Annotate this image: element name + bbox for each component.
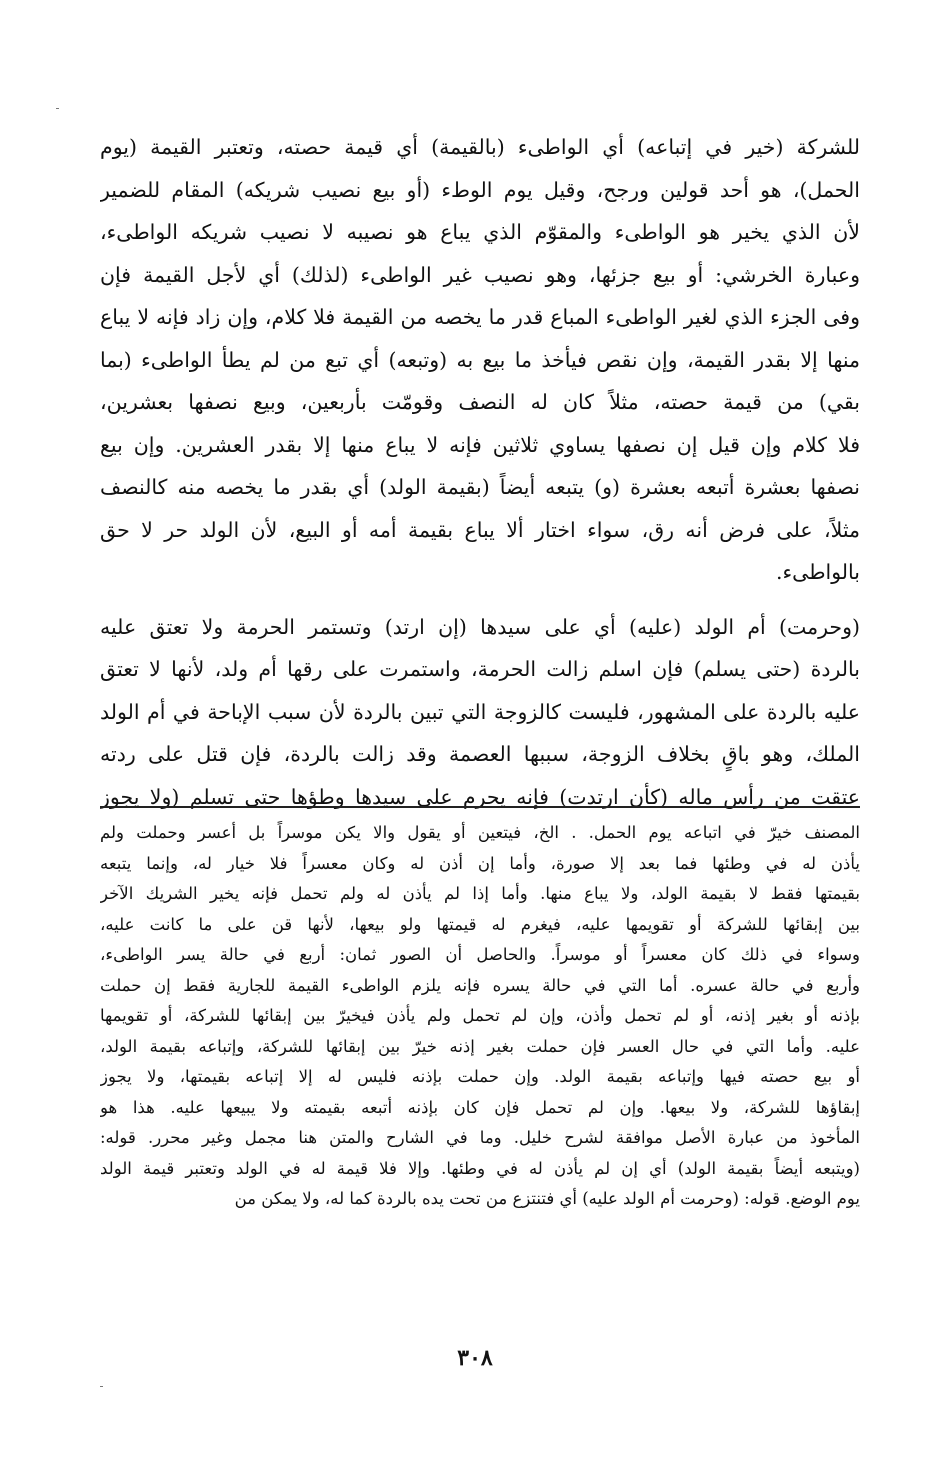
footnote-line: يوم الوضع. قوله: (وحرمت أم الولد عليه) أي فتنتزع من تحت يده بالردة كما له، ولا يمكن من xyxy=(234,1189,860,1208)
footnote-line: وأربع في حالة عسره. أما التي في حالة يسره فإنه يلزم الواطىء القيمة للجارية فقط إن حملت xyxy=(100,975,860,995)
main-line: بالواطىء. xyxy=(775,560,860,584)
page-number: ٣٠٨ xyxy=(457,1345,493,1371)
main-line: وفى الجزء الذي لغير الواطىء المباع قدر ما يخصه من القيمة فلا كلام، وإن زاد فإنه لا يباع xyxy=(100,305,860,329)
main-line: فلا كلام وإن قيل إن نصفها يساوي ثلاثين فإنه لا يباع منها إلا بقدر العشرين. وإن بيع xyxy=(100,432,860,457)
main-line: نصفها بعشرة أتبعه بعشرة (و) يتبعه أيضاً (بقيمة الولد) أي بقدر ما يخصه منه كالنصف xyxy=(100,475,860,499)
footnote-line: يأذن له في وطئها فما بعد إلا صورة، وأما إن أذن له وكان معسراً فلا خيار له، وإنما يتبعه xyxy=(100,853,860,873)
paragraph-gap xyxy=(100,594,860,606)
main-line: بقي) من قيمة حصته، مثلاً كان له النصف وقومّت بأربعين، وبيع نصفها بعشرين، xyxy=(100,390,860,414)
main-line: عتقت من رأس ماله (كأن ارتدت) فإنه يحرم على سيدها وطؤها حتى تسلم (ولا يجوز xyxy=(100,784,860,809)
footnote-divider xyxy=(100,806,860,808)
footnote-line: بقيمتها فقط لا بقيمة الولد، ولا يباع منها. وأما إذا لم يأذن له ولم تحمل فإنه يخير الشريك الآخر xyxy=(100,884,860,903)
main-line: بالردة (حتى يسلم) فإن اسلم زالت الحرمة، واستمرت على رقها أم ولد، لأنها لا تعتق xyxy=(100,657,860,681)
main-line: الحمل)، هو أحد قولين ورجح، وقيل يوم الوطء (أو بيع نصيب شريكه) المقام للضمير xyxy=(100,177,860,202)
footnotes xyxy=(100,818,860,1215)
footnote-line: بإذنه أو بغير إذنه، أو لم تحمل وأذن، وإن لم تحمل ولم يأذن فيخيرّ بين إبقائها للشركة، أو تقويمها xyxy=(100,1006,860,1025)
main-line: منها إلا بقدر القيمة، وإن نقص فيأخذ ما بيع به (وتبعه) أي تبع من لم يطأ الواطىء (بما xyxy=(100,347,860,372)
scan-speck xyxy=(56,108,59,109)
footnote-line: المصنف خيرّ في اتباعه يوم الحمل. . الخ، فيتعين أو يقول والا يكن موسراً بل أعسر وحملت ولم xyxy=(100,823,860,842)
scan-speck xyxy=(100,1386,103,1387)
main-line: عليه بالردة على المشهور، فليست كالزوجة التي تبين بالردة لأن سبب الإباحة في أم الولد xyxy=(100,699,860,724)
main-line: وعبارة الخرشي: أو بيع جزئها، وهو نصيب غير الواطىء (لذلك) أي لأجل القيمة فإن xyxy=(100,262,860,287)
main-paragraph-2 xyxy=(100,606,860,819)
footnote-line: بين إبقائها للشركة أو تقويمها عليه، فيغرم له قيمتها ولو بيعها، لأنها قن على ما كانت عليه، xyxy=(100,914,860,934)
main-line: للشركة (خير في إتباعه) أي الواطىء (بالقيمة) أي قيمة حصته، وتعتبر القيمة (يوم xyxy=(100,135,860,159)
footnote-line: (ويتبعه أيضاً بقيمة الولد) أي إن لم يأذن له في وطئها. وإلا فلا قيمة له في الولد وتعتبر قيمة الولد xyxy=(100,1158,860,1178)
footnote-line: أو بيع حصته فيها وإتباعه بقيمة الولد. وإن حملت بإذنه فليس له إلا إتباعه بقيمتها، ولا يجوز xyxy=(100,1067,860,1086)
main-line: مثلاً، على فرض أنه رق، سواء اختار ألا يباع بقيمة أمه أو البيع، لأن الولد حر لا حق xyxy=(100,517,860,542)
main-text xyxy=(100,126,860,818)
footnote-line: عليه. وأما التي في حال العسر فإن حملت بغير إذنه خيرّ بين إبقائها للشركة، وإتباعه بقيمة الولد، xyxy=(100,1036,860,1056)
main-line: (وحرمت) أم الولد (عليه) أي على سيدها (إن ارتد) وتستمر الحرمة ولا تعتق عليه xyxy=(100,614,860,639)
main-line: لأن الذي يخير هو الواطىء والمقوّم الذي يباع هو نصيبه لا نصيب شريكه الواطىء، xyxy=(100,220,860,244)
footnote-line: وسواء في ذلك كان معسراً أو موسراً. والحاصل أن الصور ثمان: أربع في حالة يسر الواطىء، xyxy=(100,945,860,964)
main-line: الملك، وهو باقٍ بخلاف الزوجة، سببها العصمة وقد زالت بالردة، فإن قتل على ردته xyxy=(100,742,860,766)
main-paragraph-1 xyxy=(100,126,860,594)
footnote-line: إبقاؤها للشركة، ولا بيعها. وإن لم تحمل فإن كان بإذنه أتبعه بقيمته ولا يبيعها عليه. هذا هو xyxy=(100,1097,860,1117)
footnote-line: المأخوذ من عبارة الأصل موافقة لشرح خليل. وما في الشارح والمتن هنا مجمل وغير محرر. قوله: xyxy=(100,1128,860,1147)
